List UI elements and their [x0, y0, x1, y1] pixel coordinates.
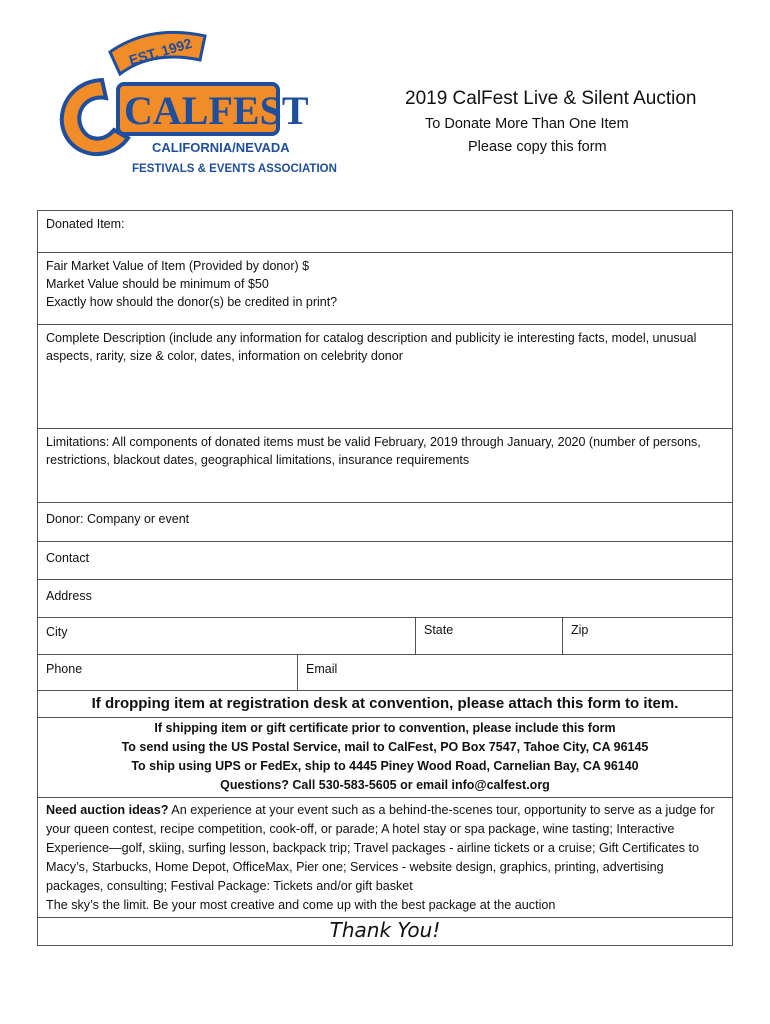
email-label: Email — [306, 662, 338, 676]
auction-ideas — [38, 798, 732, 918]
page-subtitle-2: Please copy this form — [468, 139, 607, 155]
description-label: Complete Description (include any information for catalog description and publicity ie interesting facts, model, unusual aspects, rarity, size & color, dates, information on celebrity donor — [46, 331, 697, 363]
city-field[interactable] — [38, 618, 415, 654]
ideas-text: An experience at your event such as a behind-the-scenes tour, opportunity to serve as a judge for your queen contest, recipe competition, cook-off, or parade; A hotel stay or spa package, wine tasting; Interactive Experience—golf, skiing, surfing lesson, backpack trip; Travel packages - airline tickets or a cruise; Gift Certificates to Macy’s, Starbucks, Home Depot, OfficeMax, Pier one; Services - website design, graphics, printing, advertising packages, consulting; Festival Package: Tickets and/or gift basket — [46, 803, 715, 893]
description-field[interactable] — [38, 325, 732, 429]
city-label: City — [46, 625, 68, 639]
state-label: State — [424, 623, 454, 637]
shipping-note: If shipping item or gift certificate prior to convention, please include this form — [154, 721, 616, 735]
phone-label: Phone — [46, 662, 83, 676]
address-label: Address — [46, 589, 92, 603]
shipping-instructions — [38, 718, 732, 798]
ideas-label: Need auction ideas? — [46, 803, 169, 817]
state-field[interactable] — [415, 618, 562, 654]
contact-field[interactable] — [38, 542, 732, 580]
city-state-zip-row — [38, 618, 732, 655]
donated-item-label: Donated Item: — [46, 217, 125, 231]
credit-label: Exactly how should the donor(s) be credited in print? — [46, 295, 338, 309]
page-title: 2019 CalFest Live & Silent Auction — [405, 88, 697, 109]
donor-field[interactable] — [38, 503, 732, 542]
calfest-logo — [40, 22, 337, 182]
logo-line2: FESTIVALS & EVENTS ASSOCIATION — [132, 163, 337, 175]
ideas-closing: The sky’s the limit. Be your most creative and come up with the best package at the auction — [46, 898, 556, 912]
questions-contact: Questions? Call 530-583-5605 or email info@calfest.org — [220, 778, 550, 792]
phone-field[interactable] — [38, 655, 297, 690]
ups-address: To ship using UPS or FedEx, ship to 4445 Piney Wood Road, Carnelian Bay, CA 96140 — [131, 759, 639, 773]
zip-field[interactable] — [562, 618, 732, 654]
logo-name-text: CALFEST — [124, 88, 309, 133]
usps-address: To send using the US Postal Service, mail to CalFest, PO Box 7547, Tahoe City, CA 96145 — [121, 740, 649, 754]
contact-label: Contact — [46, 551, 90, 565]
thank-you: Thank You! — [329, 918, 441, 942]
donated-item-field[interactable] — [38, 211, 732, 253]
phone-email-row — [38, 655, 732, 691]
limitations-field[interactable] — [38, 429, 732, 503]
page-subtitle-1: To Donate More Than One Item — [425, 116, 629, 132]
logo-line1: CALIFORNIA/NEVADA — [152, 140, 290, 155]
logo-est-text: EST. 1992 — [127, 34, 194, 69]
donor-label: Donor: Company or event — [46, 512, 190, 526]
email-field[interactable] — [297, 655, 732, 690]
value-field[interactable] — [38, 253, 732, 325]
address-field[interactable] — [38, 580, 732, 618]
limitations-label: Limitations: All components of donated items must be valid February, 2019 through January, 2020 (number of persons, restrictions, blackout dates, geographical limitations, insurance requirements — [46, 435, 701, 467]
donation-form — [37, 210, 733, 946]
fmv-note: Market Value should be minimum of $50 — [46, 277, 269, 291]
fmv-label: Fair Market Value of Item (Provided by donor) $ — [46, 259, 310, 273]
zip-label: Zip — [571, 623, 589, 637]
dropping-instruction: If dropping item at registration desk at convention, please attach this form to item. — [38, 691, 732, 718]
